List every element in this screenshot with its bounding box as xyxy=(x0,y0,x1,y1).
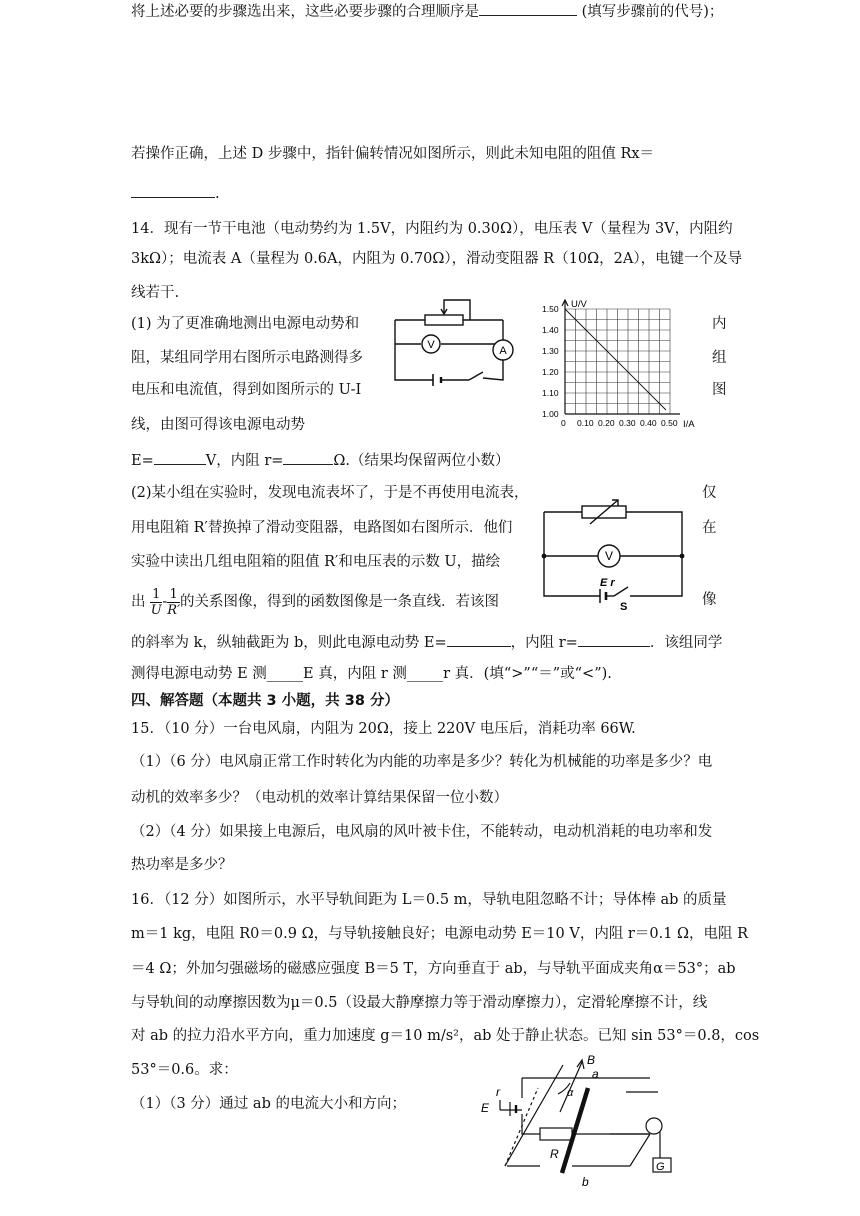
rail-b-label: b xyxy=(582,1175,589,1189)
q14-p2-r-label: ，内阻 r= xyxy=(510,635,578,651)
q14-p1-right2: 组 xyxy=(712,350,727,366)
frac1-den: U xyxy=(150,602,162,618)
ui-xtick-label: 0 xyxy=(561,418,566,428)
ui-xtick-label: 0.30 xyxy=(619,418,636,428)
q14-line3: 线若干. xyxy=(131,285,180,301)
q14-p2-line1: (2)某小组在实验时，发现电流表坏了，于是不再使用电流表， xyxy=(131,485,529,501)
pulley-icon xyxy=(646,1118,662,1134)
q14-p1-right1: 内 xyxy=(712,316,727,332)
q13-line1-tail: (填写步骤前的代号)； xyxy=(581,4,724,20)
battery-icon xyxy=(433,374,441,386)
battery-icon-2 xyxy=(600,589,614,603)
circuit2-er-label: E r xyxy=(600,577,615,589)
ui-ytick-label: 1.50 xyxy=(542,304,559,314)
q14-p2-line4: 出 $\frac{1}{U}$ - $\frac{1}{R'}$ 的关系图像，得到的函数图像是一条直线．若该图 xyxy=(131,586,500,618)
section4-title: 四、解答题（本题共 3 小题，共 38 分） xyxy=(131,693,399,709)
q14-p2-right4: 像 xyxy=(702,592,717,608)
q14-p1-line4: 线，由图可得该电源电动势 xyxy=(131,417,305,433)
q14-p2-tail: ．该组同学 xyxy=(649,635,723,651)
q14-p1-line5 xyxy=(131,449,510,471)
rail-alpha-label: α xyxy=(567,1087,574,1099)
q16-line7: （1）（3 分）通过 ab 的电流大小和方向； xyxy=(131,1096,406,1112)
rail-resistor-label: R xyxy=(550,1147,559,1161)
ui-ytick-label: 1.10 xyxy=(542,388,559,398)
q14-p2-line4-start: 出 xyxy=(131,594,146,610)
circuit2-v-label: V xyxy=(604,549,614,563)
rail-e-label: E xyxy=(481,1101,490,1115)
fraction-1-over-r xyxy=(167,587,180,618)
ui-xtick-label: 0.50 xyxy=(661,418,678,428)
ui-xlabel: I/A xyxy=(683,419,695,430)
q14-p1-line1: (1) 为了更准确地测出电源电动势和 xyxy=(131,316,360,332)
voltmeter-icon-2 xyxy=(598,545,620,567)
q14-e-blank[interactable] xyxy=(154,449,206,465)
q13-line3-end: . xyxy=(215,186,220,202)
q13-line1-text: 将上述必要的步骤选出来，这些必要步骤的合理顺序是 xyxy=(131,4,479,20)
q14-e-label: E= xyxy=(131,453,154,469)
q13-line3 xyxy=(131,182,220,204)
q16-line2: m＝1 kg，电阻 R0＝0.9 Ω，与导轨接触良好；电源电动势 E＝10 V，内阻 r＝0.1 Ω，电阻 R xyxy=(131,926,749,942)
circuit1-v-label: V xyxy=(427,339,435,351)
q14-p2-line4-text: 的关系图像，得到的函数图像是一条直线．若该图 xyxy=(180,594,500,610)
fraction-1-over-u xyxy=(150,587,162,618)
ui-ytick-label: 1.40 xyxy=(542,325,559,335)
q16-line5: 对 ab 的拉力沿水平方向，重力加速度 g＝10 m/s²，ab 处于静止状态。已知 sin 53°＝0.8，cos xyxy=(131,1028,760,1044)
q14-p1-right3: 图 xyxy=(712,382,727,398)
ammeter-icon xyxy=(493,340,513,360)
q14-p2-line2: 用电阻箱 R′替换掉了滑动变阻器，电路图如右图所示．他们 xyxy=(131,520,513,536)
q15-line5: 热功率是多少？ xyxy=(131,857,233,873)
ui-xtick-label: 0.40 xyxy=(640,418,657,428)
q14-p2-line3: 实验中读出几组电阻箱的阻值 R′和电压表的示数 U，描绘 xyxy=(131,554,501,570)
q16-line6: 53°＝0.6。求： xyxy=(131,1062,238,1078)
q16-line4: 与导轨间的动摩擦因数为μ＝0.5（设最大静摩擦力等于滑动摩擦力），定滑轮摩擦不计，线 xyxy=(131,995,708,1011)
q14-p1-line2: 阻，某组同学用右图所示电路测得多 xyxy=(131,350,363,366)
q14-p1-line3: 电压和电流值，得到如图所示的 U-I xyxy=(131,382,362,398)
ui-graph xyxy=(540,297,700,432)
q15-line4: （2）（4 分）如果接上电源后，电风扇的风叶被卡住，不能转动，电动机消耗的电功率和发 xyxy=(131,824,713,840)
rail-b-field-label: B xyxy=(587,1053,596,1067)
rail-r-label: r xyxy=(496,1085,500,1099)
ui-ytick-label: 1.00 xyxy=(542,409,559,419)
frac2-num: 1 xyxy=(167,587,180,603)
ui-xtick-label: 0.10 xyxy=(577,418,594,428)
frac1-num: 1 xyxy=(152,586,161,602)
q13-line1 xyxy=(131,0,723,22)
q13-order-blank[interactable] xyxy=(479,0,577,16)
q14-p2-e-label: 的斜率为 k，纵轴截距为 b，则此电源电动势 E= xyxy=(131,635,447,651)
q14-p2-line6: 测得电源电动势 E 测_____E 真，内阻 r 测_____r 真．(填“>”“＝”或“<”). xyxy=(131,666,612,682)
ui-ytick-label: 1.20 xyxy=(542,367,559,377)
q15-line1: 15．（10 分）一台电风扇，内阻为 20Ω，接上 220V 电压后，消耗功率 66W. xyxy=(131,721,636,737)
q13-line2: 若操作正确，上述 D 步骤中，指针偏转情况如图所示，则此未知电阻的阻值 Rx＝ xyxy=(131,146,655,162)
rail-g-label: G xyxy=(656,1161,665,1173)
q14-line1: 14．现有一节干电池（电动势约为 1.5V，内阻约为 0.30Ω），电压表 V（量程为 3V，内阻约 xyxy=(131,221,733,237)
ui-ytick-label: 1.30 xyxy=(542,346,559,356)
ui-xtick-label: 0.20 xyxy=(598,418,615,428)
rail-figure xyxy=(470,1050,690,1190)
q14-p1-tail: Ω.（结果均保留两位小数） xyxy=(333,453,510,469)
q14-p2-right1: 仅 xyxy=(702,485,717,501)
q13-rx-blank[interactable] xyxy=(131,182,215,198)
q14-p2-r-blank[interactable] xyxy=(578,631,650,647)
switch-icon-2 xyxy=(614,587,628,596)
q14-p2-right2: 在 xyxy=(702,520,717,536)
ui-ylabel: U/V xyxy=(571,299,587,310)
circuit-diagram-1 xyxy=(385,290,515,390)
q16-line3: ＝4 Ω；外加匀强磁场的磁感应强度 B＝5 T，方向垂直于 ab，与导轨平面成夹角α＝53°；ab xyxy=(131,961,736,977)
q14-line2: 3kΩ）；电流表 A（量程为 0.6A，内阻为 0.70Ω），滑动变阻器 R（10Ω，2A），电键一个及导 xyxy=(131,251,743,267)
circuit1-a-label: A xyxy=(499,345,507,357)
q14-r-label: V，内阻 r= xyxy=(205,453,284,469)
circuit-diagram-2 xyxy=(540,488,690,613)
q14-p2-e-blank[interactable] xyxy=(447,631,511,647)
voltmeter-icon xyxy=(422,335,440,353)
switch-icon xyxy=(469,372,483,380)
rail-a-label: a xyxy=(592,1067,599,1081)
circuit2-s-label: S xyxy=(620,601,628,613)
q15-line2: （1）（6 分）电风扇正常工作时转化为内能的功率是多少？转化为机械能的功率是多少？电 xyxy=(131,754,713,770)
frac2-den: R′ xyxy=(167,602,181,618)
q16-line1: 16．（12 分）如图所示，水平导轨间距为 L＝0.5 m，导轨电阻忽略不计；导体棒 ab 的质量 xyxy=(131,892,727,908)
q14-p2-line5 xyxy=(131,631,722,653)
conductor-ab xyxy=(562,1088,588,1173)
q15-line3: 动机的效率多少？（电动机的效率计算结果保留一位小数） xyxy=(131,790,508,806)
q14-r-blank[interactable] xyxy=(283,449,333,465)
